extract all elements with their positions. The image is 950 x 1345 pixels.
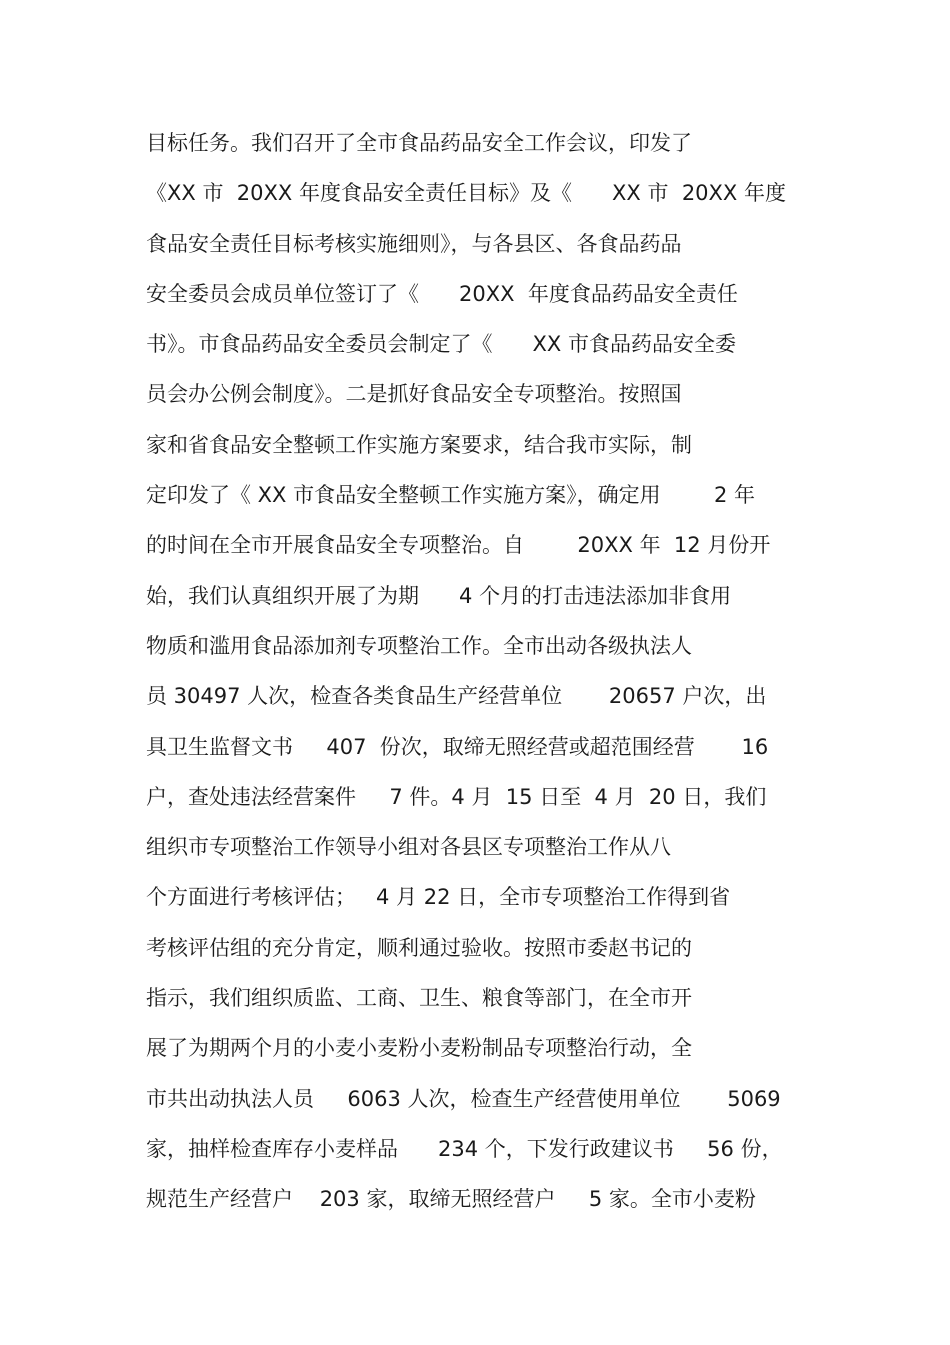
text-line: 员 30497 人次，检查各类食品生产经营单位 20657 户次，出: [146, 684, 767, 709]
text-line: 家，抽样检查库存小麦样品 234 个，下发行政建议书 56 份，: [146, 1136, 783, 1161]
text-line: 物质和滥用食品添加剂专项整治工作。全市出动各级执法人: [146, 633, 692, 658]
text-line: 的时间在全市开展食品安全专项整治。自 20XX 年 12 月份开: [146, 533, 771, 558]
text-line: 家和省食品安全整顿工作实施方案要求，结合我市实际，制: [146, 432, 692, 457]
text-line: 《XX 市 20XX 年度食品安全责任目标》及《 XX 市 20XX 年度: [146, 181, 786, 206]
text-line: 规范生产经营户 203 家，取缔无照经营户 5 家。全市小麦粉: [146, 1187, 756, 1212]
text-line: 书》。市食品药品安全委员会制定了《 XX 市食品药品安全委: [146, 332, 736, 357]
text-line: 安全委员会成员单位签订了《 20XX 年度食品药品安全责任: [146, 281, 738, 306]
text-line: 具卫生监督文书 407 份次，取缔无照经营或超范围经营 16: [146, 734, 769, 759]
text-line: 市共出动执法人员 6063 人次，检查生产经营使用单位 5069: [146, 1086, 781, 1111]
text-line: 个方面进行考核评估； 4 月 22 日，全市专项整治工作得到省: [146, 885, 731, 910]
text-line: 目标任务。我们召开了全市食品药品安全工作会议，印发了: [146, 131, 692, 155]
text-line: 户，查处违法经营案件 7 件。4 月 15 日至 4 月 20 日，我们: [146, 784, 767, 809]
text-line: 指示，我们组织质监、工商、卫生、粮食等部门，在全市开: [146, 986, 692, 1011]
text-line: 食品安全责任目标考核实施细则》，与各县区、各食品药品: [146, 231, 682, 256]
body-text: [146, 118, 826, 1225]
text-line: 定印发了《 XX 市食品安全整顿工作实施方案》，确定用 2 年: [146, 483, 756, 508]
text-line: 考核评估组的充分肯定，顺利通过验收。按照市委赵书记的: [146, 935, 692, 960]
text-line: 员会办公例会制度》。二是抓好食品安全专项整治。按照国: [146, 382, 682, 407]
text-line: 展了为期两个月的小麦小麦粉小麦粉制品专项整治行动，全: [146, 1036, 692, 1061]
text-line: 始，我们认真组织开展了为期 4 个月的打击违法添加非食用: [146, 583, 732, 608]
text-line: 组织市专项整治工作领导小组对各县区专项整治工作从八: [146, 835, 671, 860]
